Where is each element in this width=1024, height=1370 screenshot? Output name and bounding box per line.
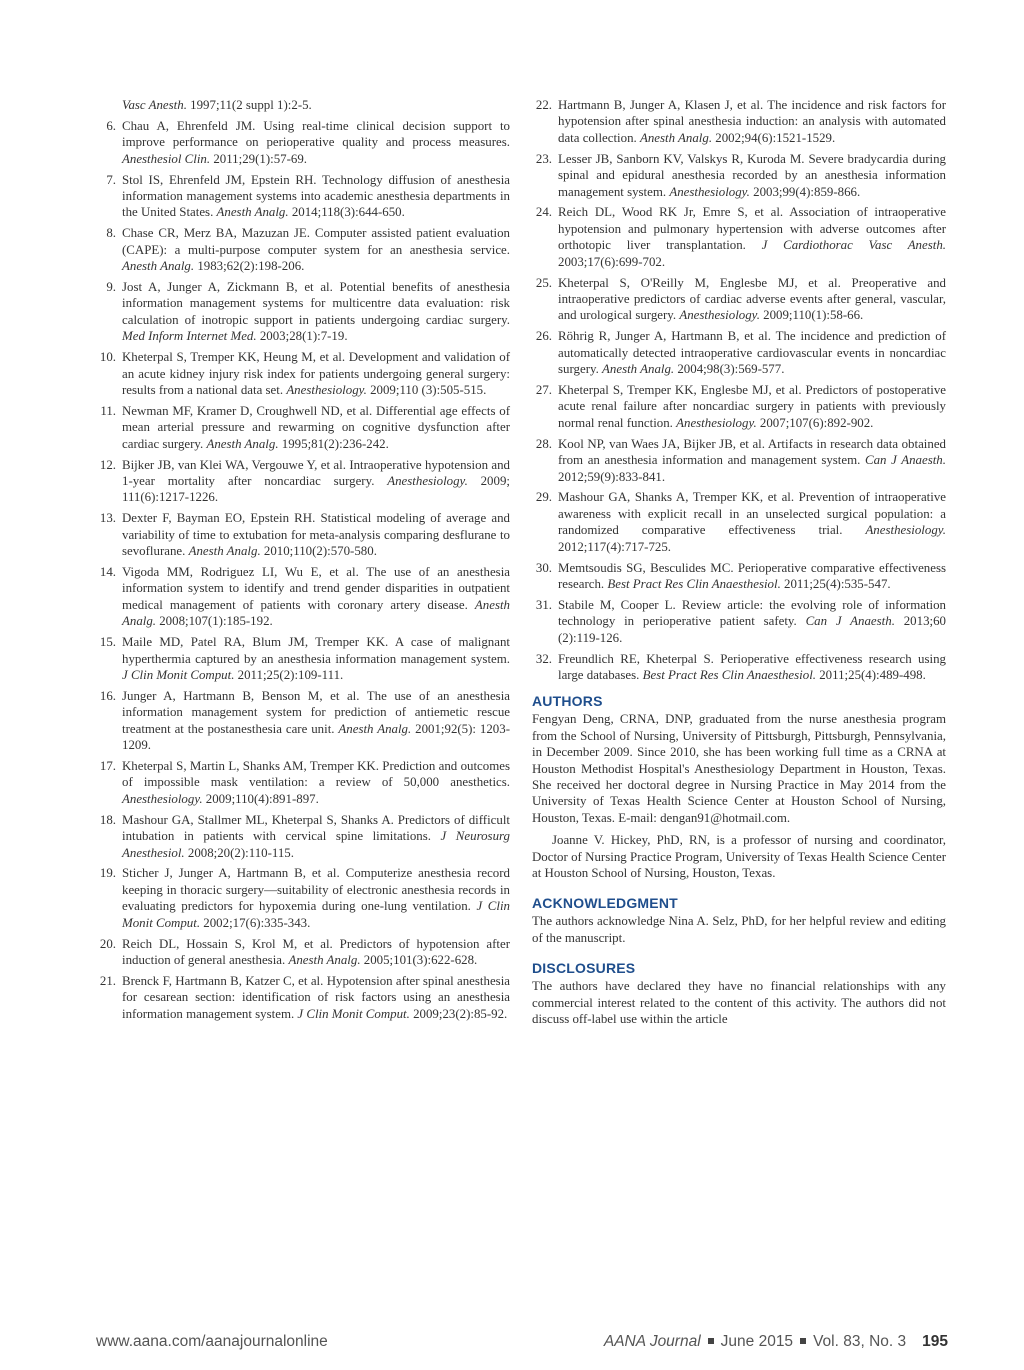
reference-number: 29. [535,490,552,505]
reference-item [96,510,510,559]
journal-title: J Clin Monit Comput. [297,1006,410,1021]
reference-number: 26. [535,329,552,344]
authors-heading: AUTHORS [532,693,603,710]
journal-title: Anesthesiology. [286,383,367,397]
reference-number: 12. [99,457,116,472]
reference-number: 21. [99,973,116,988]
reference-number: 13. [99,511,116,526]
journal-title: Anesth Analg. [122,597,510,629]
reference-item [96,758,510,807]
reference-item [96,118,510,167]
citation-text: 2003;17(6):699-702. [558,254,666,269]
reference-number: 23. [535,151,552,166]
reference-item [96,634,510,683]
reference-number: 28. [535,436,552,451]
citation-text: 2009;110(1):58-66. [759,308,864,323]
reference-item [532,97,946,146]
reference-list-left [96,118,510,1022]
citation-text: 2003;99(4):859-866. [749,184,861,199]
citation-text: 2009;110(4):891-897. [202,791,319,806]
journal-url[interactable]: www.aana.com/aanajournalonline [96,1333,328,1350]
citation-text: Newman MF, Kramer D, Croughwell ND, et al. Differential age effects of mean arterial pressure and rewarming on cognitive dysfunction after cardiac surgery. [122,403,510,451]
reference-list-right [532,97,946,683]
reference-number: 6. [106,118,116,133]
journal-title: Vasc Anesth. [122,98,187,112]
citation-text: Lesser JB, Sanborn KV, Valskys R, Kuroda M. Severe bradycardia during spinal and epidural anesthesia recorded by an anesthesia information management system. [558,151,946,199]
reference-number: 11. [100,403,116,418]
reference-number: 17. [99,759,116,774]
citation-text: Memtsoudis SG, Besculides MC. Perioperative comparative effectiveness research. [558,560,946,591]
citation-text: Reich DL, Hossain S, Krol M, et al. Predictors of hypotension after induction of general anesthesia. [122,936,510,967]
reference-number: 24. [535,205,552,220]
journal-title: Can J Anaesth. [864,453,946,468]
reference-item [532,560,946,593]
reference-item [96,865,510,931]
citation-text: 2004;98(3):569-577. [674,362,785,377]
citation-text: Chau A, Ehrenfeld JM. Using real-time clinical decision support to improve performance on perioperative quality and process measures. [122,118,510,150]
acknowledgment-heading: ACKNOWLEDGMENT [532,895,678,912]
reference-item [96,457,510,506]
citation-text: Kheterpal S, Tremper KK, Heung M, et al. Development and validation of an acute kidney injury risk index for patients undergoing general surgery: results from a national data set. [122,350,510,397]
reference-item [96,936,510,969]
reference-number: 18. [99,812,116,827]
citation-text: Stol IS, Ehrenfeld JM, Epstein RH. Technology diffusion of anesthesia information management systems into academic anesthesia departments in the United States. [122,172,510,220]
citation-text: 2009; 111(6):1217-1226. [122,474,510,505]
citation-text: 2002;17(6):335-343. [200,915,311,930]
right-column [532,97,946,1028]
reference-number: 27. [535,383,552,397]
journal-title: Anesth Analg. [602,362,675,377]
journal-title: Med Inform Internet Med. [122,329,257,344]
journal-title: J Cardiothorac Vasc Anesth. [761,238,946,253]
citation-text: Freundlich RE, Kheterpal S. Perioperative effectiveness research using large databases. [558,651,946,682]
reference-number: 20. [99,936,116,951]
citation-text: 2012;59(9):833-841. [558,469,666,484]
journal-title: J Clin Monit Comput. [122,668,235,682]
citation-text: 2008;107(1):185-192. [156,614,273,629]
journal-title: Anesthesiology. [676,415,757,430]
issue-date: June 2015 [720,1333,794,1350]
journal-title: Anesthesiology. [387,474,468,489]
citation-text: Bijker JB, van Klei WA, Vergouwe Y, et al. Intraoperative hypotension and 1-year mortality after noncardiac surgery. [122,457,510,489]
citation-text: Dexter F, Bayman EO, Epstein RH. Statistical modeling of average and variability of time to extubation for meta-analysis comparing desflurane to sevoflurane. [122,511,510,559]
citation-text: Mashour GA, Shanks A, Tremper KK, et al. Prevention of intraoperative awareness with explicit recall in an unselected surgical population: a randomized comparative effectiveness trial. [558,490,946,538]
page-number: 195 [922,1333,948,1350]
reference-item [96,225,510,274]
reference-number: 15. [99,635,116,650]
disclosures-text: The authors have declared they have no financial relationships with any commercial interest related to the content of this activity. The authors did not discuss off-label use within the article [532,979,946,1027]
journal-title: Anesth Analg. [188,544,261,559]
disclosures-heading: DISCLOSURES [532,960,636,977]
citation-text: Maile MD, Patel RA, Blum JM, Tremper KK. A case of malignant hyperthermia captured by an anesthesia information management system. [122,635,510,666]
citation-text: Hartmann B, Junger A, Klasen J, et al. The incidence and risk factors for hypotension after spinal anesthesia induction: an analysis with automated data collection. [558,98,946,145]
citation-text: Röhrig R, Junger A, Hartmann B, et al. The incidence and prediction of automatically detected intraoperative cardiovascular events in noncardiac surgery. [558,329,946,377]
reference-item [532,489,946,555]
journal-title: J Clin Monit Comput. [122,899,510,930]
reference-continuation [96,97,510,113]
reference-item [532,275,946,324]
reference-item [532,204,946,270]
journal-title: Anesthesiology. [865,523,946,538]
journal-title: Anesth Analg. [639,130,713,145]
journal-title: Anesth Analg. [122,259,195,274]
journal-title: J Neurosurg Anesthesiol. [122,829,510,860]
citation-text: Chase CR, Merz BA, Mazuzan JE. Computer assisted patient evaluation (CAPE): a multi-purpose computer system for an anesthesia service. [122,226,510,257]
reference-number: 7. [106,172,116,187]
page-footer [96,1333,948,1355]
citation-text: 1995;81(2):236-242. [278,436,389,451]
author-bio-deng: Fengyan Deng, CRNA, DNP, graduated from the nurse anesthesia program from the School of Nursing, University of Pittsburgh, Pittsburgh, Pennsylvania, in December 2009. Since 2010, she has been working full time as a CRNA at Houston Methodist Hospital's Anesthesiology Department in Houston, Texas. She received her doctoral degree in Nursing Practice in May 2014 from the University of Texas Health Science Center at Houston School of Nursing, Houston, Texas. E-mail: dengan91@hotmail.com. [532,712,946,825]
citation-text: 2012;117(4):717-725. [558,539,672,554]
citation-text: Junger A, Hartmann B, Benson M, et al. The use of an anesthesia information management system for prediction of antiemetic rescue treatment at the postanesthesia care unit. [122,688,510,736]
journal-title: Anesthesiology. [679,308,760,323]
journal-info [604,1333,948,1351]
acknowledgment-text: The authors acknowledge Nina A. Selz, PhD, for her helpful review and editing of the manuscript. [532,914,946,945]
journal-title: Anesth Analg. [288,953,361,967]
separator-square-icon [708,1338,714,1344]
citation-text: 2005;101(3):622-628. [360,953,478,967]
citation-text: Kheterpal S, O'Reilly M, Englesbe MJ, et al. Preoperative and intraoperative predictors of cardiac adverse events after general, vascular, and urological surgery. [558,275,946,323]
citation-text: 2009;23(2):85-92. [409,1006,508,1021]
citation-text: 2010;110(2):570-580. [260,544,377,559]
left-column [96,97,510,1027]
reference-number: 9. [106,280,116,295]
citation-text: 2009;110 (3):505-515. [366,383,487,397]
reference-item [532,382,946,431]
reference-item [532,436,946,485]
reference-item [96,172,510,221]
journal-name: AANA Journal [603,1333,701,1350]
reference-number: 32. [535,651,552,666]
citation-text: 2008;20(2):110-115. [184,845,294,860]
journal-title: Best Pract Res Clin Anaesthesiol. [642,668,817,682]
citation-text: 2014;118(3):644-650. [288,205,405,220]
citation-text: 2011;25(4):489-498. [816,668,926,682]
reference-number: 30. [535,560,552,575]
journal-title: Anesth Analg. [206,436,279,451]
citation-text: 2007;107(6):892-902. [756,415,874,430]
reference-number: 14. [99,565,116,580]
separator-square-icon [800,1338,806,1344]
citation-text: 1997;11(2 suppl 1):2-5. [186,98,312,112]
volume-issue: Vol. 83, No. 3 [813,1333,907,1350]
author-bio-hickey: Joanne V. Hickey, PhD, RN, is a professor of nursing and coordinator, Doctor of Nursing Practice Program, University of Texas Health Science Center at Houston School of Nursing, Houston, Texas. [532,833,946,881]
journal-title: Anesth Analg. [216,205,289,220]
citation-text: Kool NP, van Waes JA, Bijker JB, et al. Artifacts in research data obtained from an anesthesia information and management system. [558,436,946,468]
citation-text: Kheterpal S, Martin L, Shanks AM, Tremper KK. Prediction and outcomes of impossible mask ventilation: a review of 50,000 anesthetics. [122,759,510,790]
reference-item [96,349,510,398]
citation-text: 2011;29(1):57-69. [210,151,307,166]
citation-text: 2013;60 (2):119-126. [558,614,946,645]
reference-item [532,597,946,646]
reference-item [96,564,510,630]
citation-text: 2002;94(6):1521-1529. [712,130,836,145]
reference-item [96,688,510,754]
citation-text: Mashour GA, Stallmer ML, Kheterpal S, Shanks A. Predictors of difficult intubation in patients with cervical spine limitations. [122,812,510,844]
citation-text: 2003;28(1):7-19. [256,329,348,344]
journal-title: Anesth Analg. [338,721,412,736]
reference-item [96,812,510,861]
reference-item [532,328,946,377]
reference-item [532,651,946,684]
journal-title: Anesthesiology. [669,184,750,199]
citation-text: 2011;25(4):535-547. [780,576,891,591]
citation-text: Sticher J, Junger A, Hartmann B, et al. Computerize anesthesia record keeping in thoracic surgery—suitability of electronic anesthesia records in evaluating predictors for hypoxemia during one-lung ventilation. [122,866,510,914]
citation-text: 2001;92(5): 1203-1209. [122,721,510,753]
reference-number: 10. [99,350,116,365]
reference-number: 19. [99,866,116,881]
journal-title: Anesthesiology. [122,791,203,806]
citation-text: Stabile M, Cooper L. Review article: the evolving role of information technology in perioperative patient safety. [558,597,946,629]
journal-title: Best Pract Res Clin Anaesthesiol. [607,576,781,591]
reference-number: 22. [535,98,552,112]
citation-text: Brenck F, Hartmann B, Katzer C, et al. Hypotension after spinal anesthesia for cesarean section: identification of risk factors using an anesthesia information management system. [122,973,510,1021]
citation-text: Jost A, Junger A, Zickmann B, et al. Potential benefits of anesthesia information management systems for multicentre data evaluation: risk calculation of inotropic support in patients undergoing cardiac surgery. [122,280,510,327]
reference-number: 31. [535,597,552,612]
journal-title: Anesthesiol Clin. [122,151,211,166]
reference-number: 8. [106,226,116,241]
reference-number: 16. [99,688,116,703]
citation-text: 1983;62(2):198-206. [194,259,305,274]
reference-item [96,279,510,345]
reference-number: 25. [535,275,552,290]
reference-item [96,973,510,1022]
citation-text: Kheterpal S, Tremper KK, Englesbe MJ, et al. Predictors of postoperative acute renal failure after noncardiac surgery in patients with previously normal renal function. [558,383,946,430]
reference-item [532,151,946,200]
journal-title: Can J Anaesth. [805,614,895,629]
citation-text: 2011;25(2):109-111. [234,668,344,682]
citation-text: Vigoda MM, Rodriguez LI, Wu E, et al. The use of an anesthesia information system to identify and trend gender disparities in outpatient medical management of patients with coronary artery disease. [122,565,510,612]
citation-text: Reich DL, Wood RK Jr, Emre S, et al. Association of intraoperative hypotension and pulmonary hypertension with adverse outcomes after orthotopic liver transplantation. [558,205,946,253]
reference-item [96,403,510,452]
